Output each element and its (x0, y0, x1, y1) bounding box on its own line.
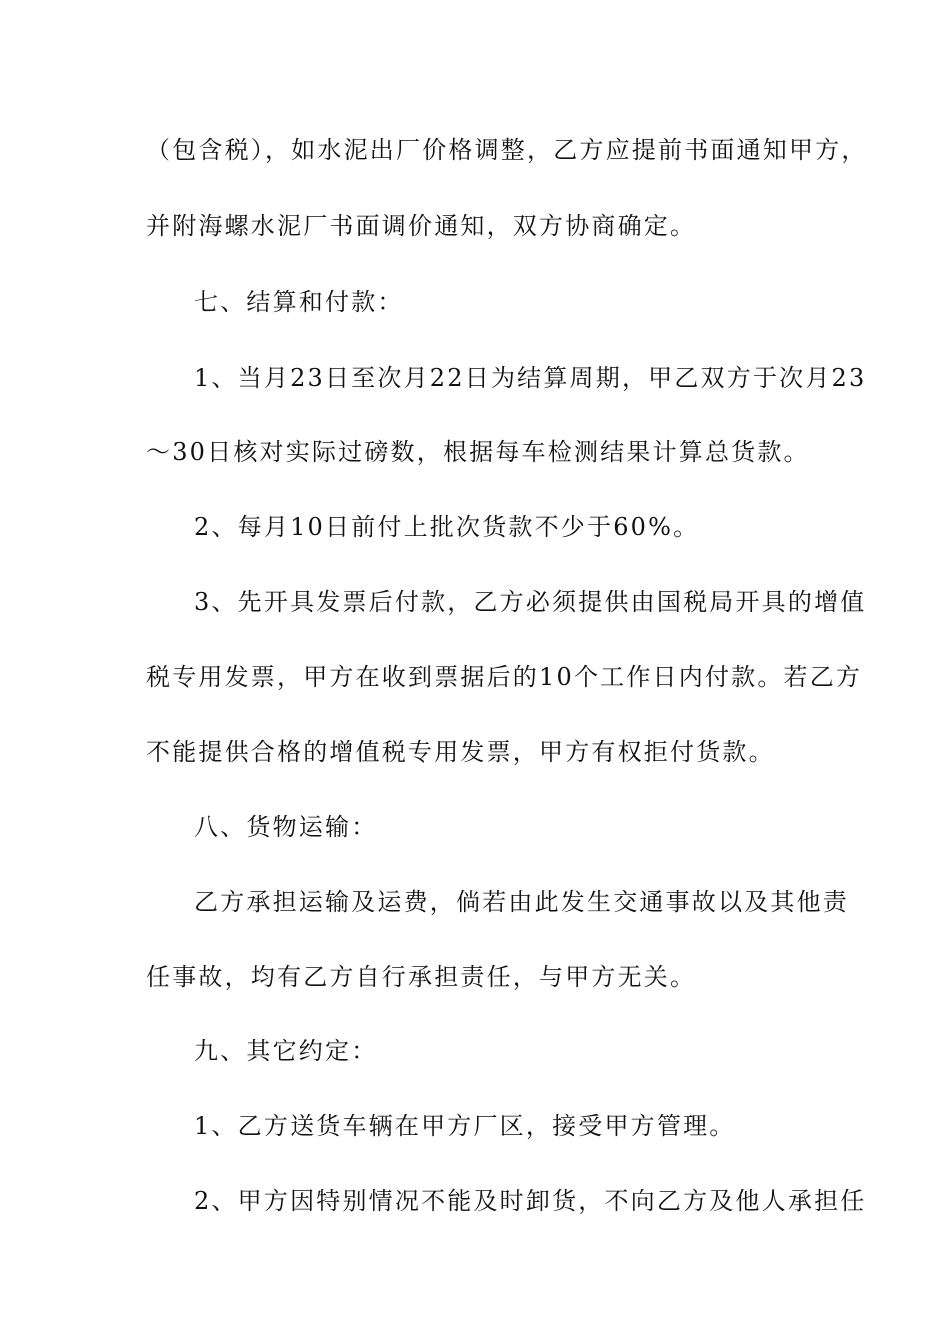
text-line-9: 不能提供合格的增值税专用发票，甲方有权拒付货款。 (146, 738, 775, 766)
text-line-8: 税专用发票，甲方在收到票据后的10个工作日内付款。若乙方 (146, 663, 863, 691)
text-line-14: 1、乙方送货车辆在甲方厂区，接受甲方管理。 (194, 1112, 736, 1140)
text-line-6: 2、每月10日前付上批次货款不少于60%。 (194, 513, 700, 541)
text-line-1: （包含税），如水泥出厂价格调整，乙方应提前书面通知甲方， (146, 136, 868, 164)
section-heading-transport: 八、货物运输： (194, 813, 378, 841)
text-line-4: 1、当月23日至次月22日为结算周期，甲乙双方于次月23 (194, 364, 867, 392)
text-line-12: 任事故，均有乙方自行承担责任，与甲方无关。 (146, 963, 697, 991)
section-heading-other: 九、其它约定： (194, 1037, 378, 1065)
text-line-2: 并附海螺水泥厂书面调价通知，双方协商确定。 (146, 212, 697, 240)
text-line-11: 乙方承担运输及运费，倘若由此发生交通事故以及其他责 (194, 888, 849, 916)
section-heading-settlement: 七、结算和付款： (194, 288, 404, 316)
text-line-5: ～30日核对实际过磅数，根据每车检测结果计算总货款。 (146, 438, 810, 466)
text-line-15: 2、甲方因特别情况不能及时卸货，不向乙方及他人承担任 (194, 1187, 867, 1215)
text-line-7: 3、先开具发票后付款，乙方必须提供由国税局开具的增值 (194, 588, 867, 616)
